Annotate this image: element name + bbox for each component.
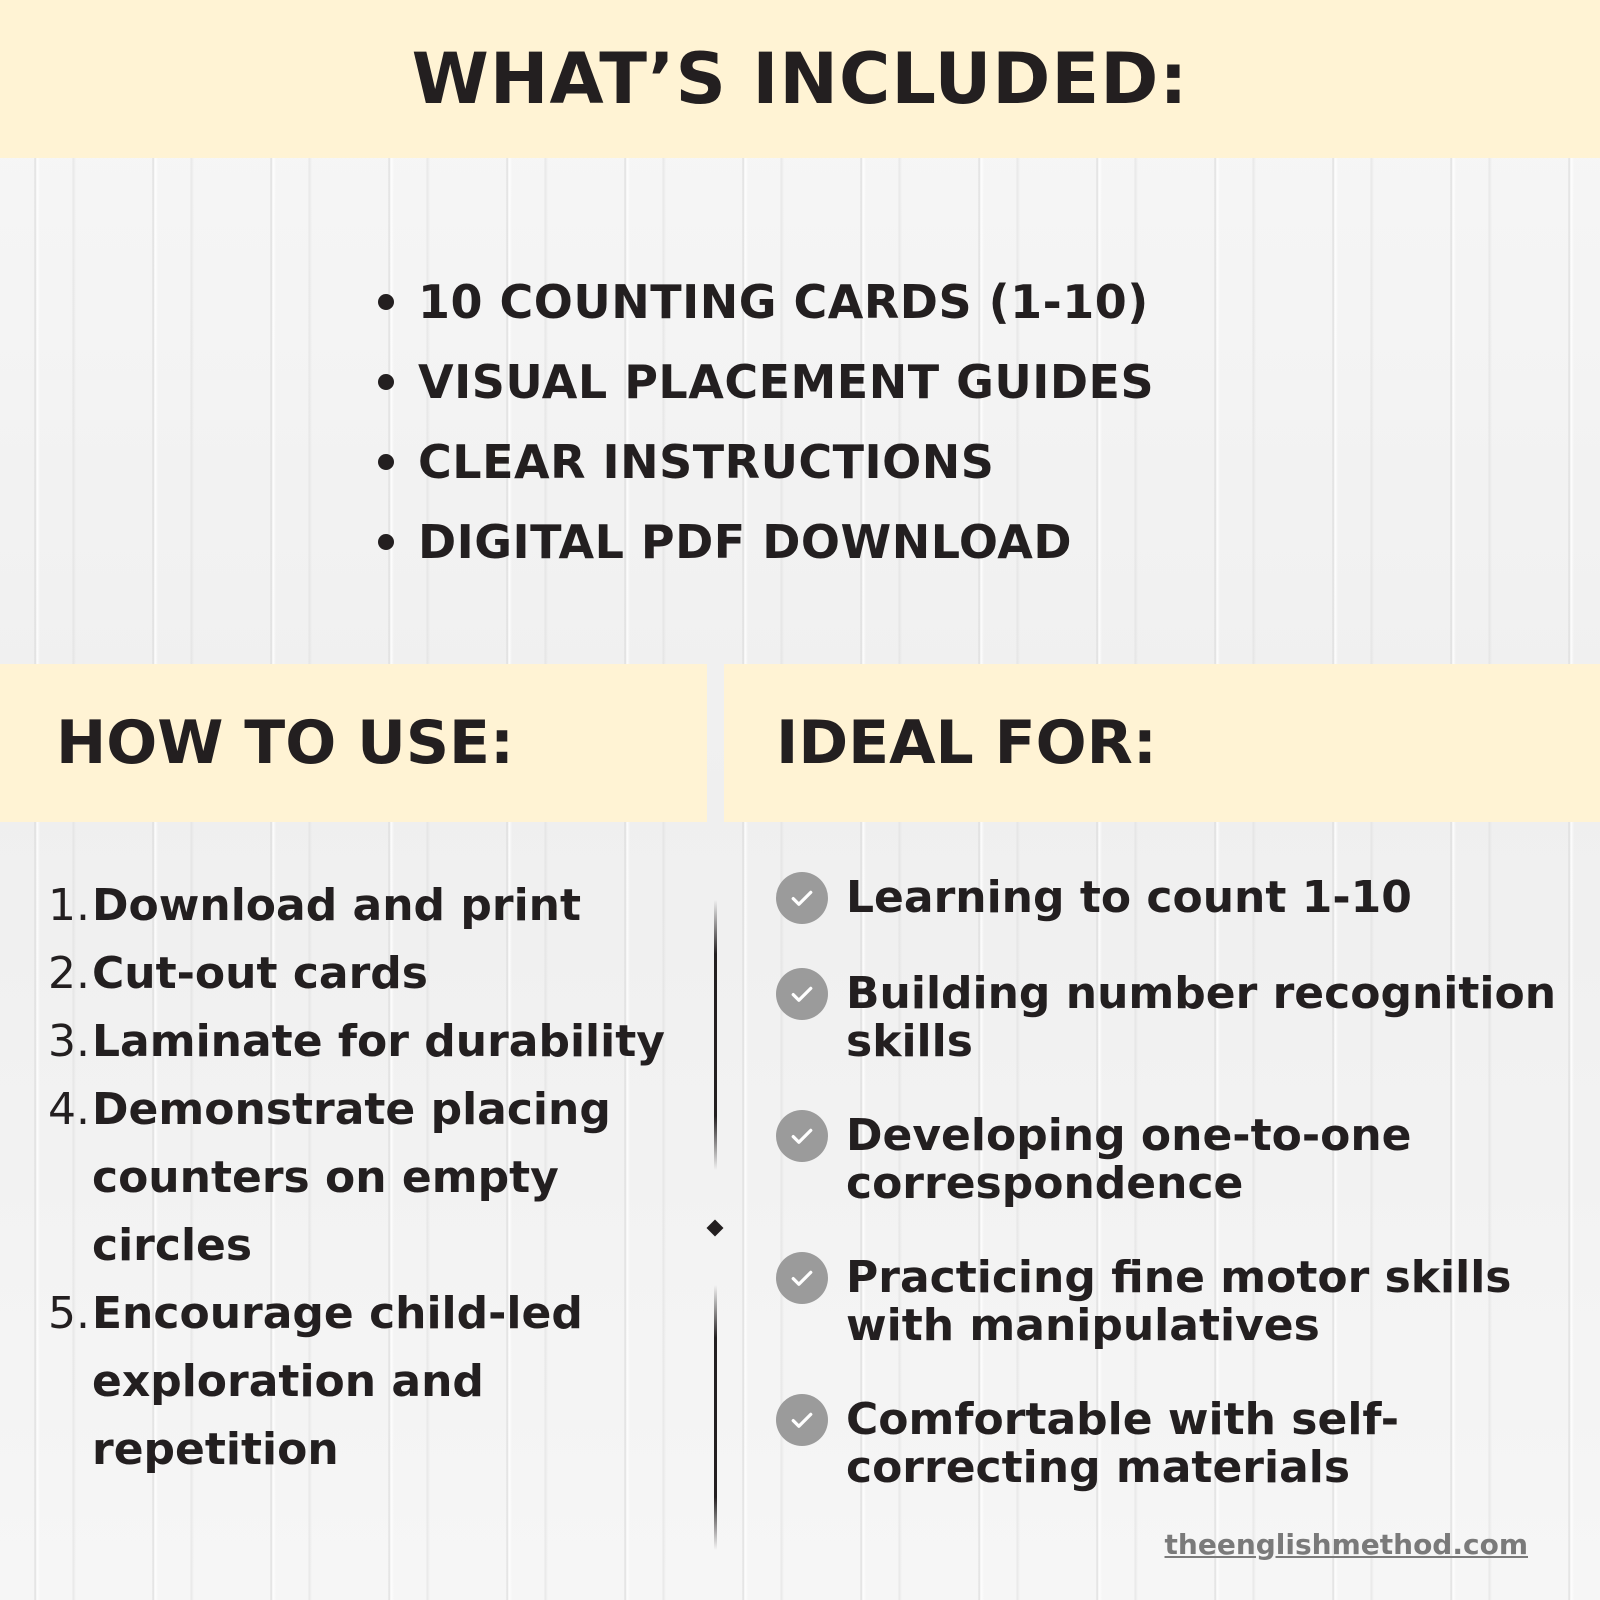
- list-item: Comfortable with self-correcting materials: [776, 1396, 1576, 1492]
- list-item: VISUAL PLACEMENT GUIDES: [378, 342, 1154, 422]
- how-to-use-band: [0, 664, 707, 822]
- bullet-dot-icon: [378, 374, 394, 390]
- check-circle-icon: [776, 1110, 828, 1162]
- bullet-dot-icon: [378, 454, 394, 470]
- list-item: DIGITAL PDF DOWNLOAD: [378, 502, 1154, 582]
- bullet-dot-icon: [378, 534, 394, 550]
- list-item: Developing one-to-one correspondence: [776, 1112, 1576, 1208]
- divider-line-bottom: [714, 1285, 717, 1550]
- step-item: 4. Demonstrate placing counters on empty circles: [48, 1084, 611, 1271]
- list-item: Learning to count 1-10: [776, 874, 1576, 924]
- bullet-dot-icon: [378, 294, 394, 310]
- diamond-ornament-icon: [707, 1220, 724, 1237]
- list-item: Building number recognition skills: [776, 970, 1576, 1066]
- step-item: 5. Encourage child-led exploration and repetition: [48, 1288, 583, 1475]
- ideal-for-list: [776, 874, 1576, 1538]
- list-item: 10 COUNTING CARDS (1-10): [378, 262, 1154, 342]
- ideal-for-band: [724, 664, 1600, 822]
- check-circle-icon: [776, 1252, 828, 1304]
- header-band: [0, 0, 1600, 158]
- included-list: [378, 262, 1154, 582]
- column-divider: [712, 900, 718, 1550]
- list-item: Practicing fine motor skills with manipulatives: [776, 1254, 1576, 1350]
- step-item: 3. Laminate for durability: [48, 1016, 665, 1067]
- website-link[interactable]: theenglishmethod.com: [1164, 1528, 1528, 1561]
- how-to-use-steps: [40, 872, 680, 1484]
- check-circle-icon: [776, 872, 828, 924]
- how-to-use-heading: HOW TO USE:: [56, 708, 515, 778]
- check-circle-icon: [776, 968, 828, 1020]
- page-title: WHAT’S INCLUDED:: [411, 38, 1189, 120]
- ideal-for-heading: IDEAL FOR:: [776, 708, 1157, 778]
- check-circle-icon: [776, 1394, 828, 1446]
- step-item: 1. Download and print: [48, 880, 582, 931]
- list-item: CLEAR INSTRUCTIONS: [378, 422, 1154, 502]
- divider-line-top: [714, 900, 717, 1170]
- step-item: 2. Cut-out cards: [48, 948, 428, 999]
